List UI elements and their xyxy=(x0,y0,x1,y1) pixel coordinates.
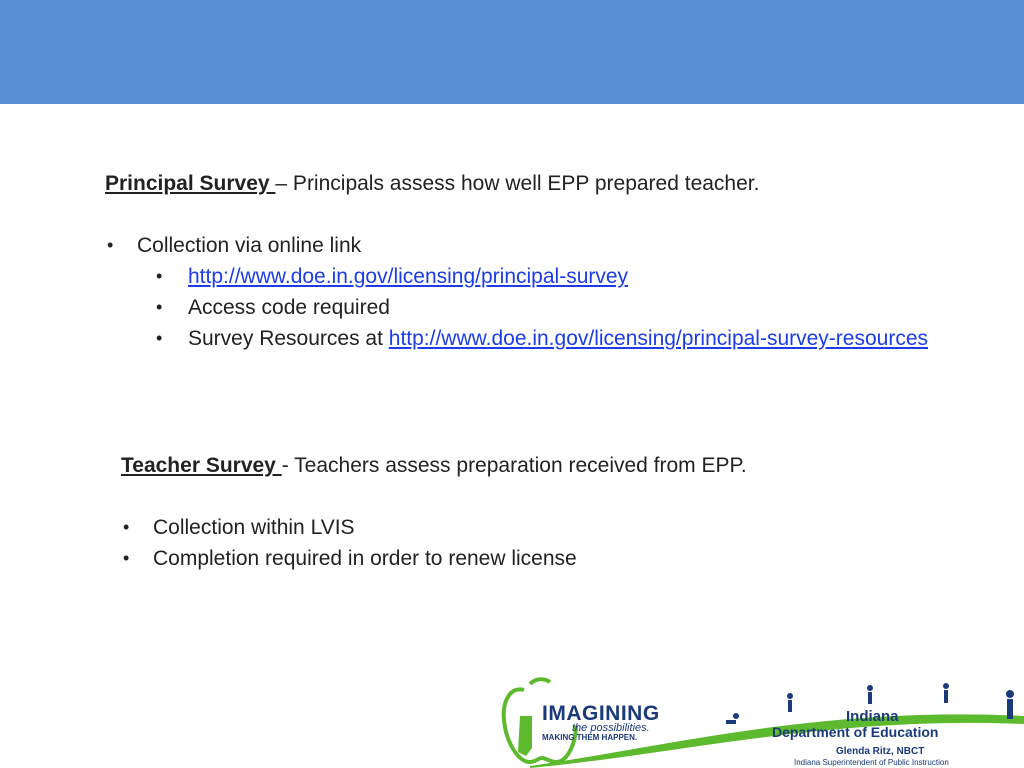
teacher-bullet-lvis xyxy=(121,512,1001,543)
principal-survey-section xyxy=(105,168,1005,354)
principal-bullet-collection-text: Collection via online link xyxy=(137,234,362,257)
survey-resources-link[interactable]: http://www.doe.in.gov/licensing/principal-survey-resources xyxy=(388,327,929,350)
imagining-logo-slogan: MAKING THEM HAPPEN. xyxy=(542,733,638,742)
principal-subbullet-resources xyxy=(105,323,1024,354)
principal-survey-heading-line xyxy=(105,168,1005,199)
doe-logo-line1: Indiana xyxy=(846,708,899,725)
principal-subbullet-link xyxy=(105,261,1024,292)
imagining-logo-title: IMAGINING xyxy=(542,702,660,725)
superintendent-title: Indiana Superintendent of Public Instruction xyxy=(794,758,949,767)
teacher-survey-description: - Teachers assess preparation received from EPP. xyxy=(281,454,747,477)
teacher-survey-heading-line xyxy=(121,450,1001,481)
resources-prefix-text: Survey Resources at xyxy=(188,327,389,350)
access-code-text: Access code required xyxy=(188,296,390,319)
principal-bullet-collection xyxy=(105,230,1005,261)
header-bar xyxy=(0,0,1024,104)
principal-survey-link[interactable]: http://www.doe.in.gov/licensing/principal-survey xyxy=(188,265,629,288)
principal-survey-heading: Principal Survey xyxy=(105,172,276,195)
doe-logo-line2: Department of Education xyxy=(772,724,939,740)
teacher-bullet-lvis-text: Collection within LVIS xyxy=(153,516,355,539)
principal-bullet-list xyxy=(105,230,1005,354)
principal-survey-description: – Principals assess how well EPP prepared teacher. xyxy=(275,172,760,195)
teacher-bullet-renew-text: Completion required in order to renew license xyxy=(153,547,577,570)
superintendent-name: Glenda Ritz, NBCT xyxy=(836,746,925,757)
teacher-survey-heading: Teacher Survey xyxy=(121,454,282,477)
imagining-logo-tagline: the possibilities. xyxy=(572,722,650,734)
footer-logos xyxy=(490,676,1024,768)
teacher-survey-section xyxy=(121,450,1001,574)
walking-figures-icon xyxy=(787,683,1014,719)
indiana-state-icon xyxy=(518,716,532,756)
teacher-bullet-renew xyxy=(121,543,1001,574)
teacher-bullet-list xyxy=(121,512,1001,574)
crawling-figure-icon xyxy=(726,713,739,724)
principal-subbullet-access xyxy=(105,292,1024,323)
